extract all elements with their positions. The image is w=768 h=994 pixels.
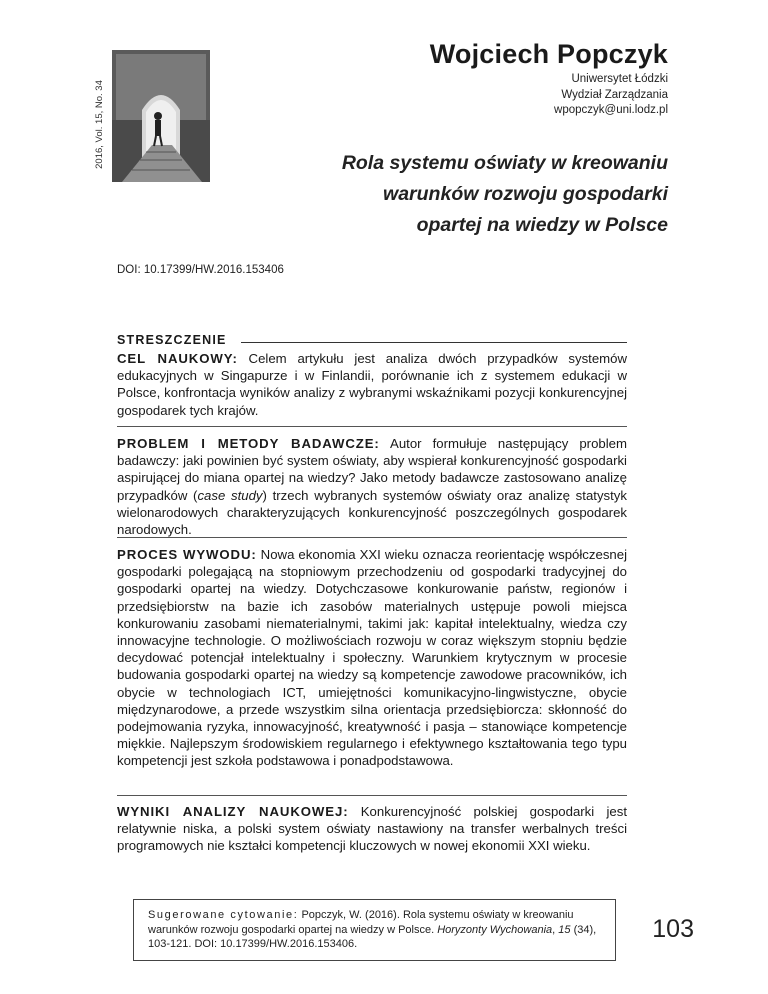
section-divider [117, 795, 627, 796]
suggested-citation-box: Sugerowane cytowanie: Popczyk, W. (2016). Rola systemu oświaty w kreowaniu warunków rozwoju gospodarki opartej na wiedzy w Polsce. Horyzonty Wychowania, 15 (34), 103-121. DOI: 10.17399/HW.2016.153406. [133, 899, 616, 961]
journal-cover-image [112, 50, 210, 182]
author-name: Wojciech Popczyk [429, 39, 668, 69]
abstract-section-problem-methods: PROBLEM I METODY BADAWCZE: Autor formułuje następujący problem badawczy: jaki powinien być system oświaty, aby wspierał konkurencyjność gospodarki aspirującej do miana opartej na wiedzy? Jako metody badawcze zastosowano analizę przypadków (case study) trzech wybranych systemów oświaty oraz analizę statystyk wielonarodowych charakteryzujących konkurencyjność poszczególnych gospodarek narodowych. [117, 436, 627, 538]
section-divider [117, 537, 627, 538]
article-title: Rola systemu oświaty w kreowaniu warunków rozwoju gospodarki opartej na wiedzy w Polsce [341, 152, 668, 236]
author-affiliation-university: Uniwersytet Łódzki [571, 73, 668, 85]
abstract-section-results: WYNIKI ANALIZY NAUKOWEJ: Konkurencyjność polskiej gospodarki jest relatywnie niska, a polski system oświaty nastawiony na transfer werbalnych treści programowych nie kształci kompetencji kluczowych w nowej ekonomii XXI wieku. [117, 804, 627, 854]
author-email: wpopczyk@uni.lodz.pl [554, 104, 668, 116]
section-divider [117, 426, 627, 427]
author-block [430, 40, 668, 119]
doi-line: DOI: 10.17399/HW.2016.153406 [117, 264, 284, 276]
page-number: 103 [652, 915, 694, 943]
journal-volume-label: 2016, Vol. 15, No. 34 [93, 80, 105, 169]
author-affiliation-faculty: Wydział Zarządzania [561, 88, 668, 101]
heading-rule [241, 342, 627, 343]
abstract-section-aim: CEL NAUKOWY: Celem artykułu jest analiza dwóch przypadków systemów edukacyjnych w Singapurze i w Finlandii, porównanie ich z systemem edukacji w Polsce, konfrontacja wyników analizy z wybranymi wskaźnikami pozycji konkurencyjnej gospodarek tych krajów. [117, 351, 628, 418]
abstract-section-reasoning: PROCES WYWODU: Nowa ekonomia XXI wieku oznacza reorientację współczesnej gospodarki polegającą na stopniowym przechodzeniu od gospodarki tradycyjnej do gospodarki opartej na wiedzy. Dotychczasowe konkurowanie państw, regionów i przedsiębiorstw na bazie ich zasobów materialnych ustępuje powoli miejsca konkurowaniu zasobami niematerialnymi, takimi jak: kapitał intelektualny, wiedza czy innowacyjne technologie. O możliwościach rozwoju w coraz większym stopniu będzie decydować potencjał intelektualny i społeczny. Warunkiem krytycznym w procesie budowania gospodarki opartej na wiedzy są kompetencje zawodowe pracowników, ich obycie w technologiach ICT, umiejętności komunikacyjno-lingwistyczne, obycie międzynarodowe, a przede wszystkim silna orientacja przedsiębiorcza: skłonność do podejmowania ryzyka, innowacyjność, kreatywność i pasja – stanowiące kompetencje miękkie. Najlepszym środowiskiem regularnego i efektywnego kształtowania tego typu kompetencji jest szkoła podstawowa i ponadpodstawowa. [117, 547, 628, 769]
abstract-heading: STRESZCZENIE [117, 333, 627, 347]
